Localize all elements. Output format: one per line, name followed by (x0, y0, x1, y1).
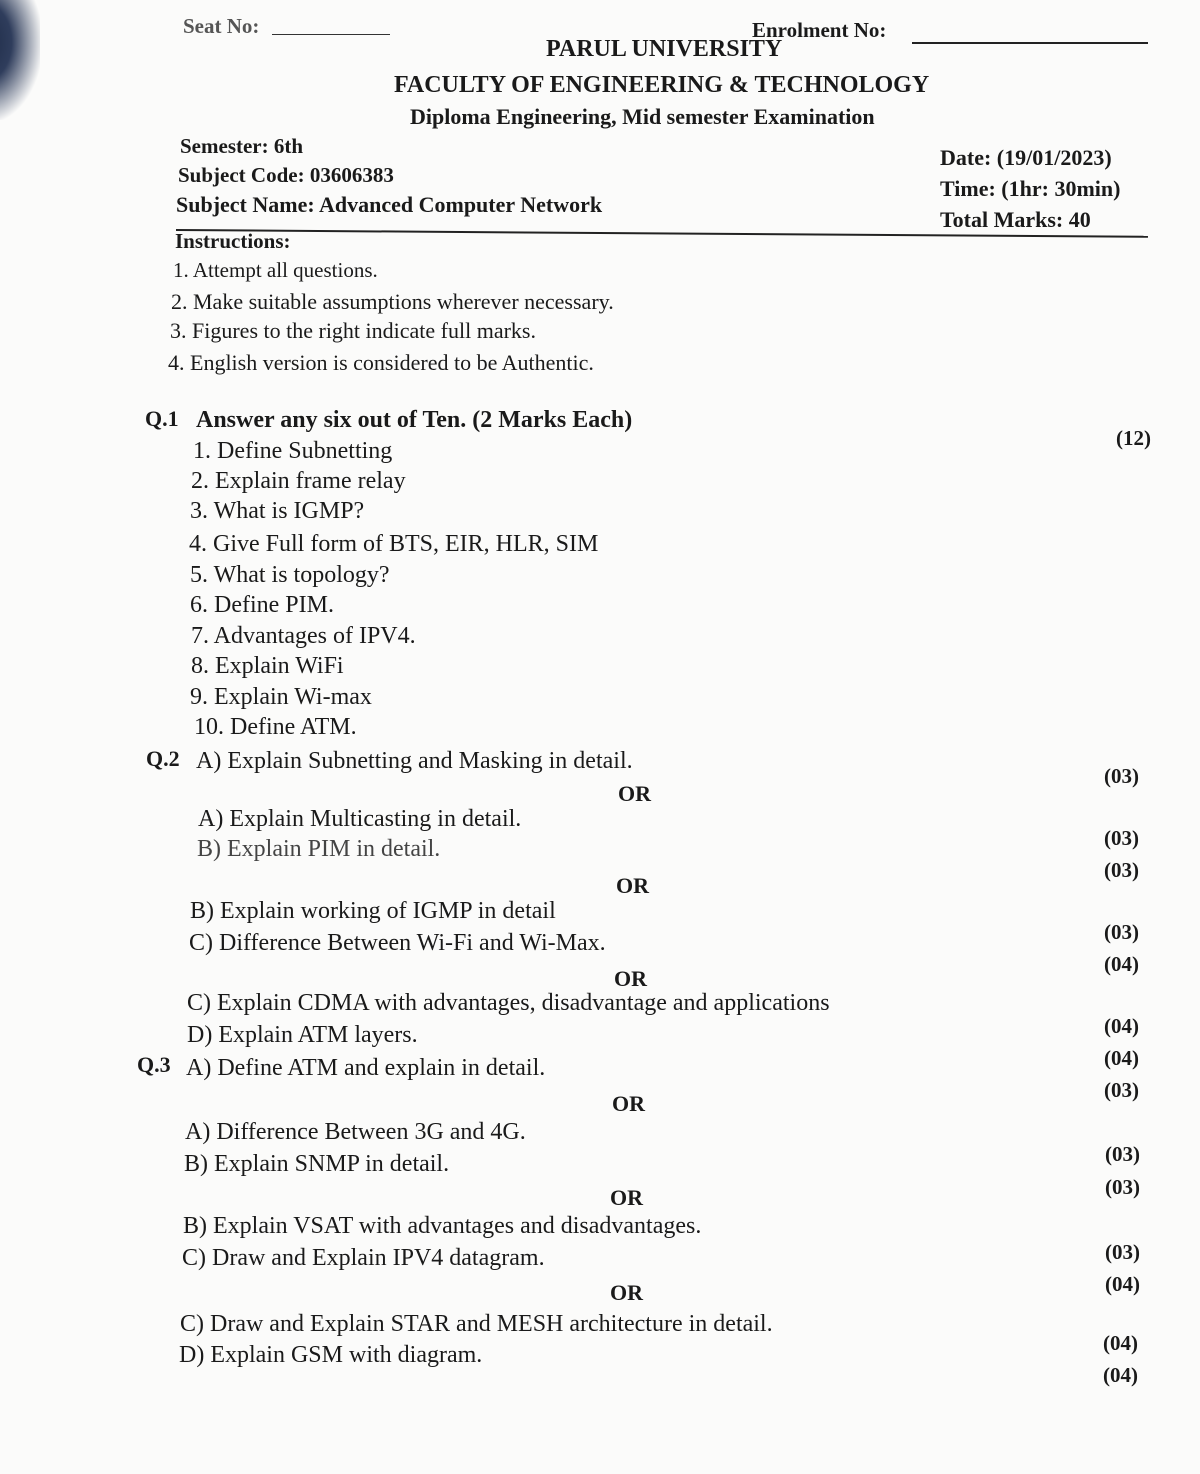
faculty-name: FACULTY OF ENGINEERING & TECHNOLOGY (394, 72, 930, 98)
q3-line: C) Draw and Explain STAR and MESH architecture in detail. (180, 1311, 773, 1337)
q1-item: 2. Explain frame relay (191, 468, 406, 494)
marks-value: (03) (1104, 1078, 1139, 1102)
or-separator: OR (616, 873, 649, 898)
instruction-item: 1. Attempt all questions. (173, 258, 378, 282)
enrolment-blank (912, 42, 1148, 44)
subject-code: Subject Code: 03606383 (178, 163, 394, 187)
q2-line: A) Explain Multicasting in detail. (198, 806, 522, 832)
q1-title: Answer any six out of Ten. (2 Marks Each) (196, 407, 633, 433)
q1-item: 10. Define ATM. (194, 714, 357, 740)
q1-item: 6. Define PIM. (190, 592, 334, 618)
marks-value: (03) (1104, 826, 1139, 850)
q3-line: C) Draw and Explain IPV4 datagram. (182, 1245, 545, 1271)
q2-line: B) Explain working of IGMP in detail (190, 898, 556, 924)
instruction-item: 2. Make suitable assumptions wherever necessary. (171, 289, 614, 314)
or-separator: OR (612, 1091, 645, 1116)
exam-time: Time: (1hr: 30min) (940, 176, 1121, 201)
marks-value: (03) (1105, 1142, 1140, 1166)
marks-value: (03) (1104, 858, 1139, 882)
q1-item: 9. Explain Wi-max (190, 684, 372, 710)
total-marks: Total Marks: 40 (940, 207, 1091, 232)
seat-label: Seat No: (183, 14, 260, 38)
q1-item: 8. Explain WiFi (191, 653, 344, 679)
marks-value: (04) (1103, 1331, 1138, 1355)
q3-line: A) Difference Between 3G and 4G. (185, 1119, 526, 1145)
exam-date: Date: (19/01/2023) (940, 145, 1112, 170)
q3-line: B) Explain VSAT with advantages and disadvantages. (183, 1213, 702, 1239)
subject-name: Subject Name: Advanced Computer Network (176, 192, 603, 217)
q3-number: Q.3 (137, 1052, 171, 1077)
marks-value: (04) (1105, 1272, 1140, 1296)
photo-edge-shadow (0, 0, 40, 120)
exam-title: Diploma Engineering, Mid semester Examination (410, 104, 875, 129)
marks-value: (04) (1103, 1363, 1138, 1387)
q1-item: 4. Give Full form of BTS, EIR, HLR, SIM (189, 531, 599, 557)
instruction-item: 4. English version is considered to be Authentic. (168, 350, 594, 375)
q2-line: C) Difference Between Wi-Fi and Wi-Max. (189, 930, 606, 956)
q2-line: A) Explain Subnetting and Masking in detail. (196, 748, 633, 774)
q2-line: B) Explain PIM in detail. (197, 836, 441, 862)
university-name: PARUL UNIVERSITY (546, 36, 783, 62)
q1-item: 1. Define Subnetting (193, 438, 393, 464)
marks-value: (04) (1104, 952, 1139, 976)
q3-line: D) Explain GSM with diagram. (179, 1342, 483, 1368)
or-separator: OR (610, 1280, 643, 1305)
semester: Semester: 6th (180, 134, 304, 158)
marks-value: (03) (1105, 1240, 1140, 1264)
q2-line: C) Explain CDMA with advantages, disadvantage and applications (187, 990, 830, 1016)
marks-value: (03) (1105, 1175, 1140, 1199)
q3-line: B) Explain SNMP in detail. (184, 1151, 450, 1177)
q1-item: 3. What is IGMP? (190, 498, 365, 524)
q1-item: 7. Advantages of IPV4. (191, 623, 416, 649)
q2-line: D) Explain ATM layers. (187, 1022, 418, 1048)
seat-blank (272, 34, 390, 35)
enrolment-label: Enrolment No: (752, 18, 887, 42)
q1-number: Q.1 (145, 406, 179, 431)
marks-value: (03) (1104, 920, 1139, 944)
marks-value: (04) (1104, 1046, 1139, 1070)
marks-value: (03) (1104, 764, 1139, 788)
q1-item: 5. What is topology? (190, 562, 390, 588)
marks-value: (04) (1104, 1014, 1139, 1038)
q2-number: Q.2 (146, 746, 180, 771)
q1-marks: (12) (1116, 426, 1151, 450)
or-separator: OR (610, 1185, 643, 1210)
q3-line: A) Define ATM and explain in detail. (186, 1055, 546, 1081)
or-separator: OR (614, 966, 647, 991)
or-separator: OR (618, 781, 651, 806)
instructions-title: Instructions: (175, 229, 291, 253)
instruction-item: 3. Figures to the right indicate full marks. (170, 318, 536, 343)
